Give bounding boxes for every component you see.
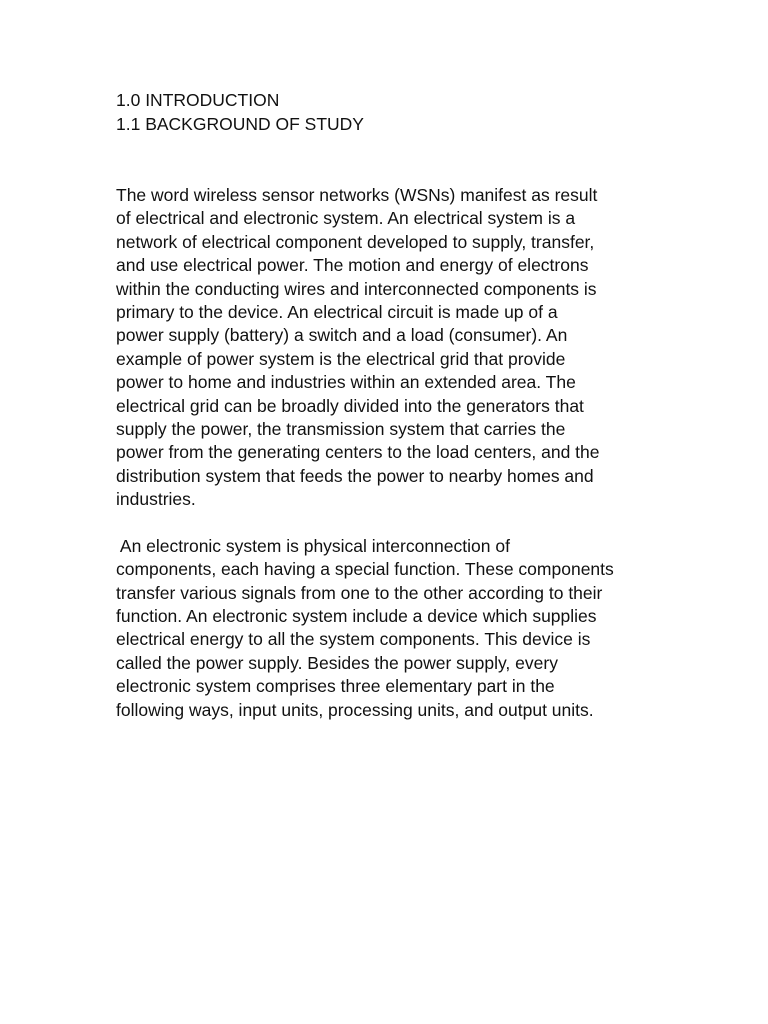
paragraph-line: function. An electronic system include a device which supplies xyxy=(116,605,597,626)
paragraph-line: transfer various signals from one to the other according to their xyxy=(116,582,603,603)
paragraph-line: components, each having a special function. These components xyxy=(116,559,614,580)
section-heading-background: 1.1 BACKGROUND OF STUDY xyxy=(116,114,364,134)
paragraph-line: within the conducting wires and interconnected components is xyxy=(116,278,597,299)
paragraph-wsn-electrical xyxy=(116,184,656,512)
paragraph-line: power to home and industries within an extended area. The xyxy=(116,372,576,393)
paragraph-line: electrical grid can be broadly divided into the generators that xyxy=(116,395,584,416)
paragraph-line: supply the power, the transmission system that carries the xyxy=(116,419,566,440)
paragraph-line: power from the generating centers to the load centers, and the xyxy=(116,442,600,463)
paragraph-line: following ways, input units, processing units, and output units. xyxy=(116,699,594,720)
paragraph-line: The word wireless sensor networks (WSNs) manifest as result xyxy=(116,185,598,205)
paragraph-line: primary to the device. An electrical circuit is made up of a xyxy=(116,302,558,323)
document-content xyxy=(116,88,656,722)
paragraph-line: called the power supply. Besides the power supply, every xyxy=(116,652,558,673)
paragraph-line: An electronic system is physical interconnection of xyxy=(116,535,510,556)
paragraph-line: example of power system is the electrical grid that provide xyxy=(116,348,566,369)
paragraph-line: electrical energy to all the system components. This device is xyxy=(116,629,591,650)
paragraph-line: network of electrical component developed to supply, transfer, xyxy=(116,231,595,252)
paragraph-line: electronic system comprises three elementary part in the xyxy=(116,676,555,697)
paragraph-line: distribution system that feeds the power to nearby homes and xyxy=(116,465,594,486)
paragraph-electronic-system xyxy=(116,535,656,722)
paragraph-line: and use electrical power. The motion and energy of electrons xyxy=(116,255,589,276)
section-heading-introduction: 1.0 INTRODUCTION xyxy=(116,90,280,110)
paragraph-line: industries. xyxy=(116,489,196,510)
paragraph-line: of electrical and electronic system. An electrical system is a xyxy=(116,208,576,229)
paragraph-line: power supply (battery) a switch and a load (consumer). An xyxy=(116,325,568,346)
